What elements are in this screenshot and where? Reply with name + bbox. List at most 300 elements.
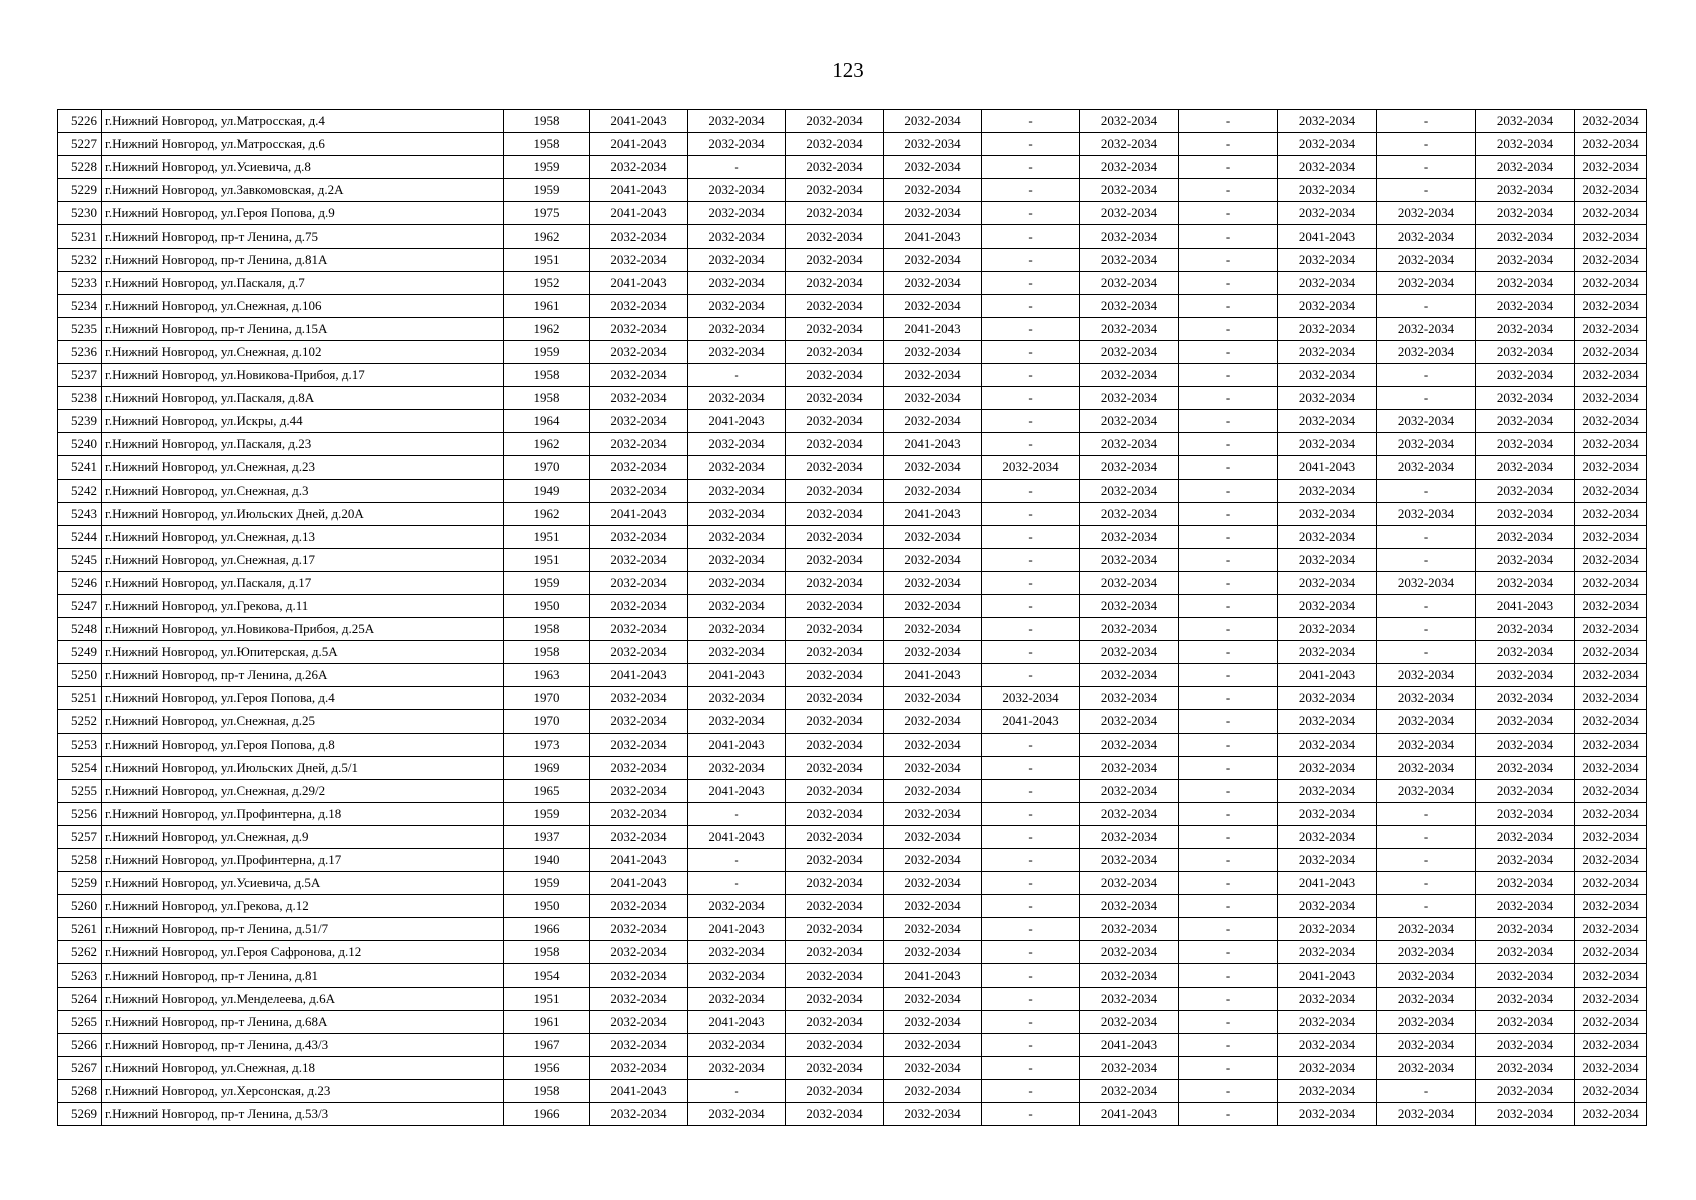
period-1-cell: 2032-2034 (590, 571, 688, 594)
address-cell: г.Нижний Новгород, ул.Матросская, д.4 (102, 110, 504, 133)
period-6-cell: 2032-2034 (1080, 1010, 1179, 1033)
period-2-cell: 2041-2043 (688, 779, 786, 802)
period-8-cell: 2032-2034 (1278, 1010, 1377, 1033)
period-1-cell: 2032-2034 (590, 364, 688, 387)
period-7-cell: - (1179, 687, 1278, 710)
period-8-cell: 2032-2034 (1278, 548, 1377, 571)
period-4-cell: 2032-2034 (884, 571, 982, 594)
period-3-cell: 2032-2034 (786, 548, 884, 571)
period-1-cell: 2032-2034 (590, 987, 688, 1010)
period-11-cell: 2032-2034 (1575, 133, 1647, 156)
period-7-cell: - (1179, 317, 1278, 340)
build-year-cell: 1970 (504, 456, 590, 479)
period-3-cell: 2032-2034 (786, 110, 884, 133)
row-number-cell: 5251 (58, 687, 102, 710)
period-5-cell: - (982, 756, 1080, 779)
table-row (58, 525, 1647, 548)
period-4-cell: 2032-2034 (884, 248, 982, 271)
build-year-cell: 1959 (504, 802, 590, 825)
row-number-cell: 5235 (58, 317, 102, 340)
period-9-cell: 2032-2034 (1377, 964, 1476, 987)
table-row (58, 664, 1647, 687)
period-2-cell: 2032-2034 (688, 202, 786, 225)
period-9-cell: 2032-2034 (1377, 1033, 1476, 1056)
table-row (58, 340, 1647, 363)
period-7-cell: - (1179, 133, 1278, 156)
period-4-cell: 2032-2034 (884, 802, 982, 825)
period-9-cell: 2032-2034 (1377, 987, 1476, 1010)
period-10-cell: 2032-2034 (1476, 664, 1575, 687)
row-number-cell: 5240 (58, 433, 102, 456)
period-7-cell: - (1179, 387, 1278, 410)
address-cell: г.Нижний Новгород, ул.Снежная, д.3 (102, 479, 504, 502)
period-10-cell: 2032-2034 (1476, 294, 1575, 317)
table-row (58, 872, 1647, 895)
period-10-cell: 2032-2034 (1476, 641, 1575, 664)
period-9-cell: - (1377, 133, 1476, 156)
row-number-cell: 5269 (58, 1103, 102, 1126)
period-8-cell: 2032-2034 (1278, 294, 1377, 317)
period-9-cell: - (1377, 641, 1476, 664)
period-11-cell: 2032-2034 (1575, 571, 1647, 594)
period-7-cell: - (1179, 941, 1278, 964)
period-6-cell: 2032-2034 (1080, 248, 1179, 271)
table-row (58, 618, 1647, 641)
period-2-cell: 2032-2034 (688, 179, 786, 202)
period-4-cell: 2032-2034 (884, 710, 982, 733)
period-3-cell: 2032-2034 (786, 895, 884, 918)
period-4-cell: 2032-2034 (884, 479, 982, 502)
period-11-cell: 2032-2034 (1575, 294, 1647, 317)
table-row (58, 1079, 1647, 1102)
period-2-cell: 2032-2034 (688, 225, 786, 248)
housing-register-table (57, 109, 1647, 1126)
address-cell: г.Нижний Новгород, пр-т Ленина, д.68А (102, 1010, 504, 1033)
row-number-cell: 5232 (58, 248, 102, 271)
period-8-cell: 2032-2034 (1278, 248, 1377, 271)
period-5-cell: - (982, 110, 1080, 133)
address-cell: г.Нижний Новгород, ул.Снежная, д.25 (102, 710, 504, 733)
period-11-cell: 2032-2034 (1575, 618, 1647, 641)
period-1-cell: 2032-2034 (590, 825, 688, 848)
period-6-cell: 2032-2034 (1080, 664, 1179, 687)
row-number-cell: 5233 (58, 271, 102, 294)
period-1-cell: 2032-2034 (590, 895, 688, 918)
period-6-cell: 2041-2043 (1080, 1033, 1179, 1056)
period-9-cell: 2032-2034 (1377, 202, 1476, 225)
period-10-cell: 2032-2034 (1476, 387, 1575, 410)
period-11-cell: 2032-2034 (1575, 271, 1647, 294)
address-cell: г.Нижний Новгород, ул.Паскаля, д.7 (102, 271, 504, 294)
period-11-cell: 2032-2034 (1575, 825, 1647, 848)
period-1-cell: 2041-2043 (590, 872, 688, 895)
build-year-cell: 1958 (504, 1079, 590, 1102)
period-10-cell: 2032-2034 (1476, 179, 1575, 202)
period-4-cell: 2032-2034 (884, 594, 982, 617)
period-5-cell: - (982, 594, 1080, 617)
period-2-cell: 2041-2043 (688, 1010, 786, 1033)
period-1-cell: 2032-2034 (590, 294, 688, 317)
period-1-cell: 2032-2034 (590, 918, 688, 941)
period-5-cell: - (982, 225, 1080, 248)
period-7-cell: - (1179, 548, 1278, 571)
period-11-cell: 2032-2034 (1575, 525, 1647, 548)
period-4-cell: 2032-2034 (884, 202, 982, 225)
period-9-cell: 2032-2034 (1377, 1010, 1476, 1033)
period-10-cell: 2032-2034 (1476, 525, 1575, 548)
address-cell: г.Нижний Новгород, ул.Снежная, д.102 (102, 340, 504, 363)
period-1-cell: 2032-2034 (590, 618, 688, 641)
period-5-cell: - (982, 849, 1080, 872)
period-7-cell: - (1179, 410, 1278, 433)
period-1-cell: 2041-2043 (590, 502, 688, 525)
register-body (58, 110, 1647, 1126)
period-3-cell: 2032-2034 (786, 248, 884, 271)
period-2-cell: 2032-2034 (688, 248, 786, 271)
period-5-cell: - (982, 802, 1080, 825)
period-11-cell: 2032-2034 (1575, 941, 1647, 964)
period-9-cell: 2032-2034 (1377, 225, 1476, 248)
period-9-cell: 2032-2034 (1377, 456, 1476, 479)
table-row (58, 202, 1647, 225)
period-3-cell: 2032-2034 (786, 733, 884, 756)
period-4-cell: 2032-2034 (884, 895, 982, 918)
row-number-cell: 5230 (58, 202, 102, 225)
address-cell: г.Нижний Новгород, ул.Снежная, д.23 (102, 456, 504, 479)
period-5-cell: - (982, 179, 1080, 202)
period-3-cell: 2032-2034 (786, 687, 884, 710)
period-11-cell: 2032-2034 (1575, 317, 1647, 340)
row-number-cell: 5228 (58, 156, 102, 179)
table-row (58, 941, 1647, 964)
period-4-cell: 2032-2034 (884, 156, 982, 179)
build-year-cell: 1962 (504, 502, 590, 525)
period-11-cell: 2032-2034 (1575, 433, 1647, 456)
period-5-cell: - (982, 410, 1080, 433)
row-number-cell: 5253 (58, 733, 102, 756)
period-8-cell: 2032-2034 (1278, 525, 1377, 548)
table-row (58, 387, 1647, 410)
period-2-cell: 2032-2034 (688, 1056, 786, 1079)
period-11-cell: 2032-2034 (1575, 410, 1647, 433)
address-cell: г.Нижний Новгород, ул.Новикова-Прибоя, д.17 (102, 364, 504, 387)
period-2-cell: - (688, 849, 786, 872)
period-11-cell: 2032-2034 (1575, 802, 1647, 825)
row-number-cell: 5254 (58, 756, 102, 779)
period-3-cell: 2032-2034 (786, 825, 884, 848)
period-3-cell: 2032-2034 (786, 918, 884, 941)
row-number-cell: 5248 (58, 618, 102, 641)
period-7-cell: - (1179, 433, 1278, 456)
table-row (58, 479, 1647, 502)
period-8-cell: 2032-2034 (1278, 825, 1377, 848)
period-7-cell: - (1179, 710, 1278, 733)
period-6-cell: 2032-2034 (1080, 317, 1179, 340)
period-2-cell: 2032-2034 (688, 340, 786, 363)
period-3-cell: 2032-2034 (786, 364, 884, 387)
table-row (58, 1010, 1647, 1033)
period-11-cell: 2032-2034 (1575, 110, 1647, 133)
period-2-cell: 2041-2043 (688, 410, 786, 433)
period-3-cell: 2032-2034 (786, 179, 884, 202)
period-7-cell: - (1179, 825, 1278, 848)
period-10-cell: 2032-2034 (1476, 802, 1575, 825)
period-9-cell: 2032-2034 (1377, 687, 1476, 710)
period-8-cell: 2032-2034 (1278, 433, 1377, 456)
period-9-cell: - (1377, 825, 1476, 848)
period-7-cell: - (1179, 641, 1278, 664)
period-3-cell: 2032-2034 (786, 410, 884, 433)
period-6-cell: 2032-2034 (1080, 895, 1179, 918)
table-row (58, 987, 1647, 1010)
period-5-cell: - (982, 618, 1080, 641)
row-number-cell: 5236 (58, 340, 102, 363)
build-year-cell: 1963 (504, 664, 590, 687)
build-year-cell: 1949 (504, 479, 590, 502)
period-8-cell: 2032-2034 (1278, 733, 1377, 756)
period-6-cell: 2032-2034 (1080, 340, 1179, 363)
period-4-cell: 2032-2034 (884, 1103, 982, 1126)
period-3-cell: 2032-2034 (786, 133, 884, 156)
period-11-cell: 2032-2034 (1575, 1103, 1647, 1126)
table-row (58, 733, 1647, 756)
table-row (58, 1103, 1647, 1126)
period-4-cell: 2032-2034 (884, 456, 982, 479)
build-year-cell: 1940 (504, 849, 590, 872)
row-number-cell: 5244 (58, 525, 102, 548)
period-2-cell: 2032-2034 (688, 133, 786, 156)
address-cell: г.Нижний Новгород, ул.Усиевича, д.8 (102, 156, 504, 179)
build-year-cell: 1966 (504, 918, 590, 941)
period-7-cell: - (1179, 1010, 1278, 1033)
period-5-cell: - (982, 387, 1080, 410)
period-1-cell: 2032-2034 (590, 456, 688, 479)
row-number-cell: 5252 (58, 710, 102, 733)
build-year-cell: 1966 (504, 1103, 590, 1126)
period-3-cell: 2032-2034 (786, 1079, 884, 1102)
address-cell: г.Нижний Новгород, ул.Усиевича, д.5А (102, 872, 504, 895)
period-1-cell: 2032-2034 (590, 641, 688, 664)
period-6-cell: 2032-2034 (1080, 433, 1179, 456)
period-7-cell: - (1179, 1033, 1278, 1056)
period-8-cell: 2032-2034 (1278, 687, 1377, 710)
period-4-cell: 2032-2034 (884, 340, 982, 363)
period-1-cell: 2041-2043 (590, 1079, 688, 1102)
period-3-cell: 2032-2034 (786, 271, 884, 294)
period-2-cell: 2032-2034 (688, 271, 786, 294)
build-year-cell: 1958 (504, 364, 590, 387)
period-6-cell: 2032-2034 (1080, 271, 1179, 294)
period-10-cell: 2032-2034 (1476, 410, 1575, 433)
period-3-cell: 2032-2034 (786, 710, 884, 733)
period-9-cell: - (1377, 849, 1476, 872)
period-2-cell: - (688, 1079, 786, 1102)
table-row (58, 133, 1647, 156)
period-4-cell: 2032-2034 (884, 364, 982, 387)
table-row (58, 825, 1647, 848)
table-row (58, 548, 1647, 571)
period-10-cell: 2032-2034 (1476, 571, 1575, 594)
period-7-cell: - (1179, 895, 1278, 918)
period-3-cell: 2032-2034 (786, 387, 884, 410)
address-cell: г.Нижний Новгород, ул.Героя Попова, д.8 (102, 733, 504, 756)
period-7-cell: - (1179, 779, 1278, 802)
period-6-cell: 2032-2034 (1080, 110, 1179, 133)
period-6-cell: 2032-2034 (1080, 756, 1179, 779)
period-6-cell: 2032-2034 (1080, 410, 1179, 433)
period-3-cell: 2032-2034 (786, 756, 884, 779)
row-number-cell: 5247 (58, 594, 102, 617)
period-3-cell: 2032-2034 (786, 1056, 884, 1079)
address-cell: г.Нижний Новгород, ул.Героя Попова, д.9 (102, 202, 504, 225)
address-cell: г.Нижний Новгород, ул.Паскаля, д.17 (102, 571, 504, 594)
period-2-cell: 2032-2034 (688, 710, 786, 733)
period-9-cell: 2032-2034 (1377, 248, 1476, 271)
period-7-cell: - (1179, 571, 1278, 594)
period-7-cell: - (1179, 756, 1278, 779)
period-2-cell: 2032-2034 (688, 756, 786, 779)
build-year-cell: 1937 (504, 825, 590, 848)
period-5-cell: - (982, 364, 1080, 387)
period-10-cell: 2032-2034 (1476, 1103, 1575, 1126)
build-year-cell: 1952 (504, 271, 590, 294)
period-4-cell: 2032-2034 (884, 1079, 982, 1102)
build-year-cell: 1951 (504, 248, 590, 271)
period-10-cell: 2032-2034 (1476, 941, 1575, 964)
period-6-cell: 2032-2034 (1080, 849, 1179, 872)
period-6-cell: 2032-2034 (1080, 918, 1179, 941)
period-1-cell: 2032-2034 (590, 1103, 688, 1126)
period-1-cell: 2032-2034 (590, 1010, 688, 1033)
address-cell: г.Нижний Новгород, ул.Июльских Дней, д.20А (102, 502, 504, 525)
period-1-cell: 2032-2034 (590, 941, 688, 964)
table-row (58, 687, 1647, 710)
period-9-cell: 2032-2034 (1377, 317, 1476, 340)
period-5-cell: - (982, 202, 1080, 225)
period-6-cell: 2032-2034 (1080, 872, 1179, 895)
address-cell: г.Нижний Новгород, ул.Искры, д.44 (102, 410, 504, 433)
build-year-cell: 1958 (504, 110, 590, 133)
period-10-cell: 2032-2034 (1476, 872, 1575, 895)
period-6-cell: 2032-2034 (1080, 179, 1179, 202)
period-10-cell: 2032-2034 (1476, 156, 1575, 179)
period-3-cell: 2032-2034 (786, 964, 884, 987)
row-number-cell: 5265 (58, 1010, 102, 1033)
address-cell: г.Нижний Новгород, ул.Паскаля, д.8А (102, 387, 504, 410)
address-cell: г.Нижний Новгород, ул.Профинтерна, д.17 (102, 849, 504, 872)
period-9-cell: 2032-2034 (1377, 571, 1476, 594)
table-row (58, 964, 1647, 987)
address-cell: г.Нижний Новгород, ул.Снежная, д.29/2 (102, 779, 504, 802)
period-1-cell: 2041-2043 (590, 664, 688, 687)
period-8-cell: 2032-2034 (1278, 179, 1377, 202)
period-11-cell: 2032-2034 (1575, 179, 1647, 202)
period-1-cell: 2032-2034 (590, 1056, 688, 1079)
period-4-cell: 2032-2034 (884, 387, 982, 410)
period-7-cell: - (1179, 479, 1278, 502)
period-6-cell: 2032-2034 (1080, 456, 1179, 479)
period-8-cell: 2032-2034 (1278, 1103, 1377, 1126)
build-year-cell: 1950 (504, 895, 590, 918)
build-year-cell: 1950 (504, 594, 590, 617)
period-2-cell: 2032-2034 (688, 1033, 786, 1056)
period-7-cell: - (1179, 271, 1278, 294)
row-number-cell: 5258 (58, 849, 102, 872)
period-2-cell: - (688, 364, 786, 387)
period-11-cell: 2032-2034 (1575, 594, 1647, 617)
period-9-cell: - (1377, 594, 1476, 617)
period-3-cell: 2032-2034 (786, 987, 884, 1010)
build-year-cell: 1962 (504, 317, 590, 340)
period-7-cell: - (1179, 340, 1278, 363)
period-11-cell: 2032-2034 (1575, 918, 1647, 941)
period-9-cell: 2032-2034 (1377, 410, 1476, 433)
period-5-cell: - (982, 340, 1080, 363)
period-10-cell: 2032-2034 (1476, 340, 1575, 363)
table-row (58, 1056, 1647, 1079)
address-cell: г.Нижний Новгород, ул.Снежная, д.17 (102, 548, 504, 571)
period-8-cell: 2032-2034 (1278, 340, 1377, 363)
period-2-cell: 2032-2034 (688, 317, 786, 340)
period-5-cell: - (982, 733, 1080, 756)
period-9-cell: - (1377, 179, 1476, 202)
period-2-cell: 2032-2034 (688, 687, 786, 710)
period-8-cell: 2032-2034 (1278, 1079, 1377, 1102)
period-1-cell: 2032-2034 (590, 687, 688, 710)
period-6-cell: 2032-2034 (1080, 802, 1179, 825)
period-6-cell: 2032-2034 (1080, 133, 1179, 156)
row-number-cell: 5227 (58, 133, 102, 156)
address-cell: г.Нижний Новгород, ул.Грекова, д.11 (102, 594, 504, 617)
period-2-cell: - (688, 802, 786, 825)
period-8-cell: 2032-2034 (1278, 849, 1377, 872)
table-row (58, 756, 1647, 779)
period-7-cell: - (1179, 918, 1278, 941)
period-10-cell: 2032-2034 (1476, 895, 1575, 918)
period-5-cell: - (982, 433, 1080, 456)
period-10-cell: 2032-2034 (1476, 502, 1575, 525)
period-2-cell: 2032-2034 (688, 548, 786, 571)
period-11-cell: 2032-2034 (1575, 387, 1647, 410)
table-row (58, 317, 1647, 340)
build-year-cell: 1973 (504, 733, 590, 756)
address-cell: г.Нижний Новгород, ул.Героя Сафронова, д.12 (102, 941, 504, 964)
page-number: 123 (832, 58, 864, 82)
period-9-cell: 2032-2034 (1377, 756, 1476, 779)
table-row (58, 433, 1647, 456)
period-5-cell: - (982, 1103, 1080, 1126)
period-6-cell: 2032-2034 (1080, 641, 1179, 664)
row-number-cell: 5261 (58, 918, 102, 941)
period-10-cell: 2032-2034 (1476, 1079, 1575, 1102)
row-number-cell: 5263 (58, 964, 102, 987)
period-11-cell: 2032-2034 (1575, 1079, 1647, 1102)
period-1-cell: 2032-2034 (590, 387, 688, 410)
period-9-cell: - (1377, 364, 1476, 387)
period-9-cell: 2032-2034 (1377, 271, 1476, 294)
build-year-cell: 1959 (504, 571, 590, 594)
row-number-cell: 5238 (58, 387, 102, 410)
table-row (58, 641, 1647, 664)
period-10-cell: 2032-2034 (1476, 202, 1575, 225)
build-year-cell: 1951 (504, 987, 590, 1010)
build-year-cell: 1959 (504, 156, 590, 179)
period-7-cell: - (1179, 733, 1278, 756)
period-1-cell: 2032-2034 (590, 225, 688, 248)
build-year-cell: 1965 (504, 779, 590, 802)
build-year-cell: 1954 (504, 964, 590, 987)
period-10-cell: 2032-2034 (1476, 964, 1575, 987)
